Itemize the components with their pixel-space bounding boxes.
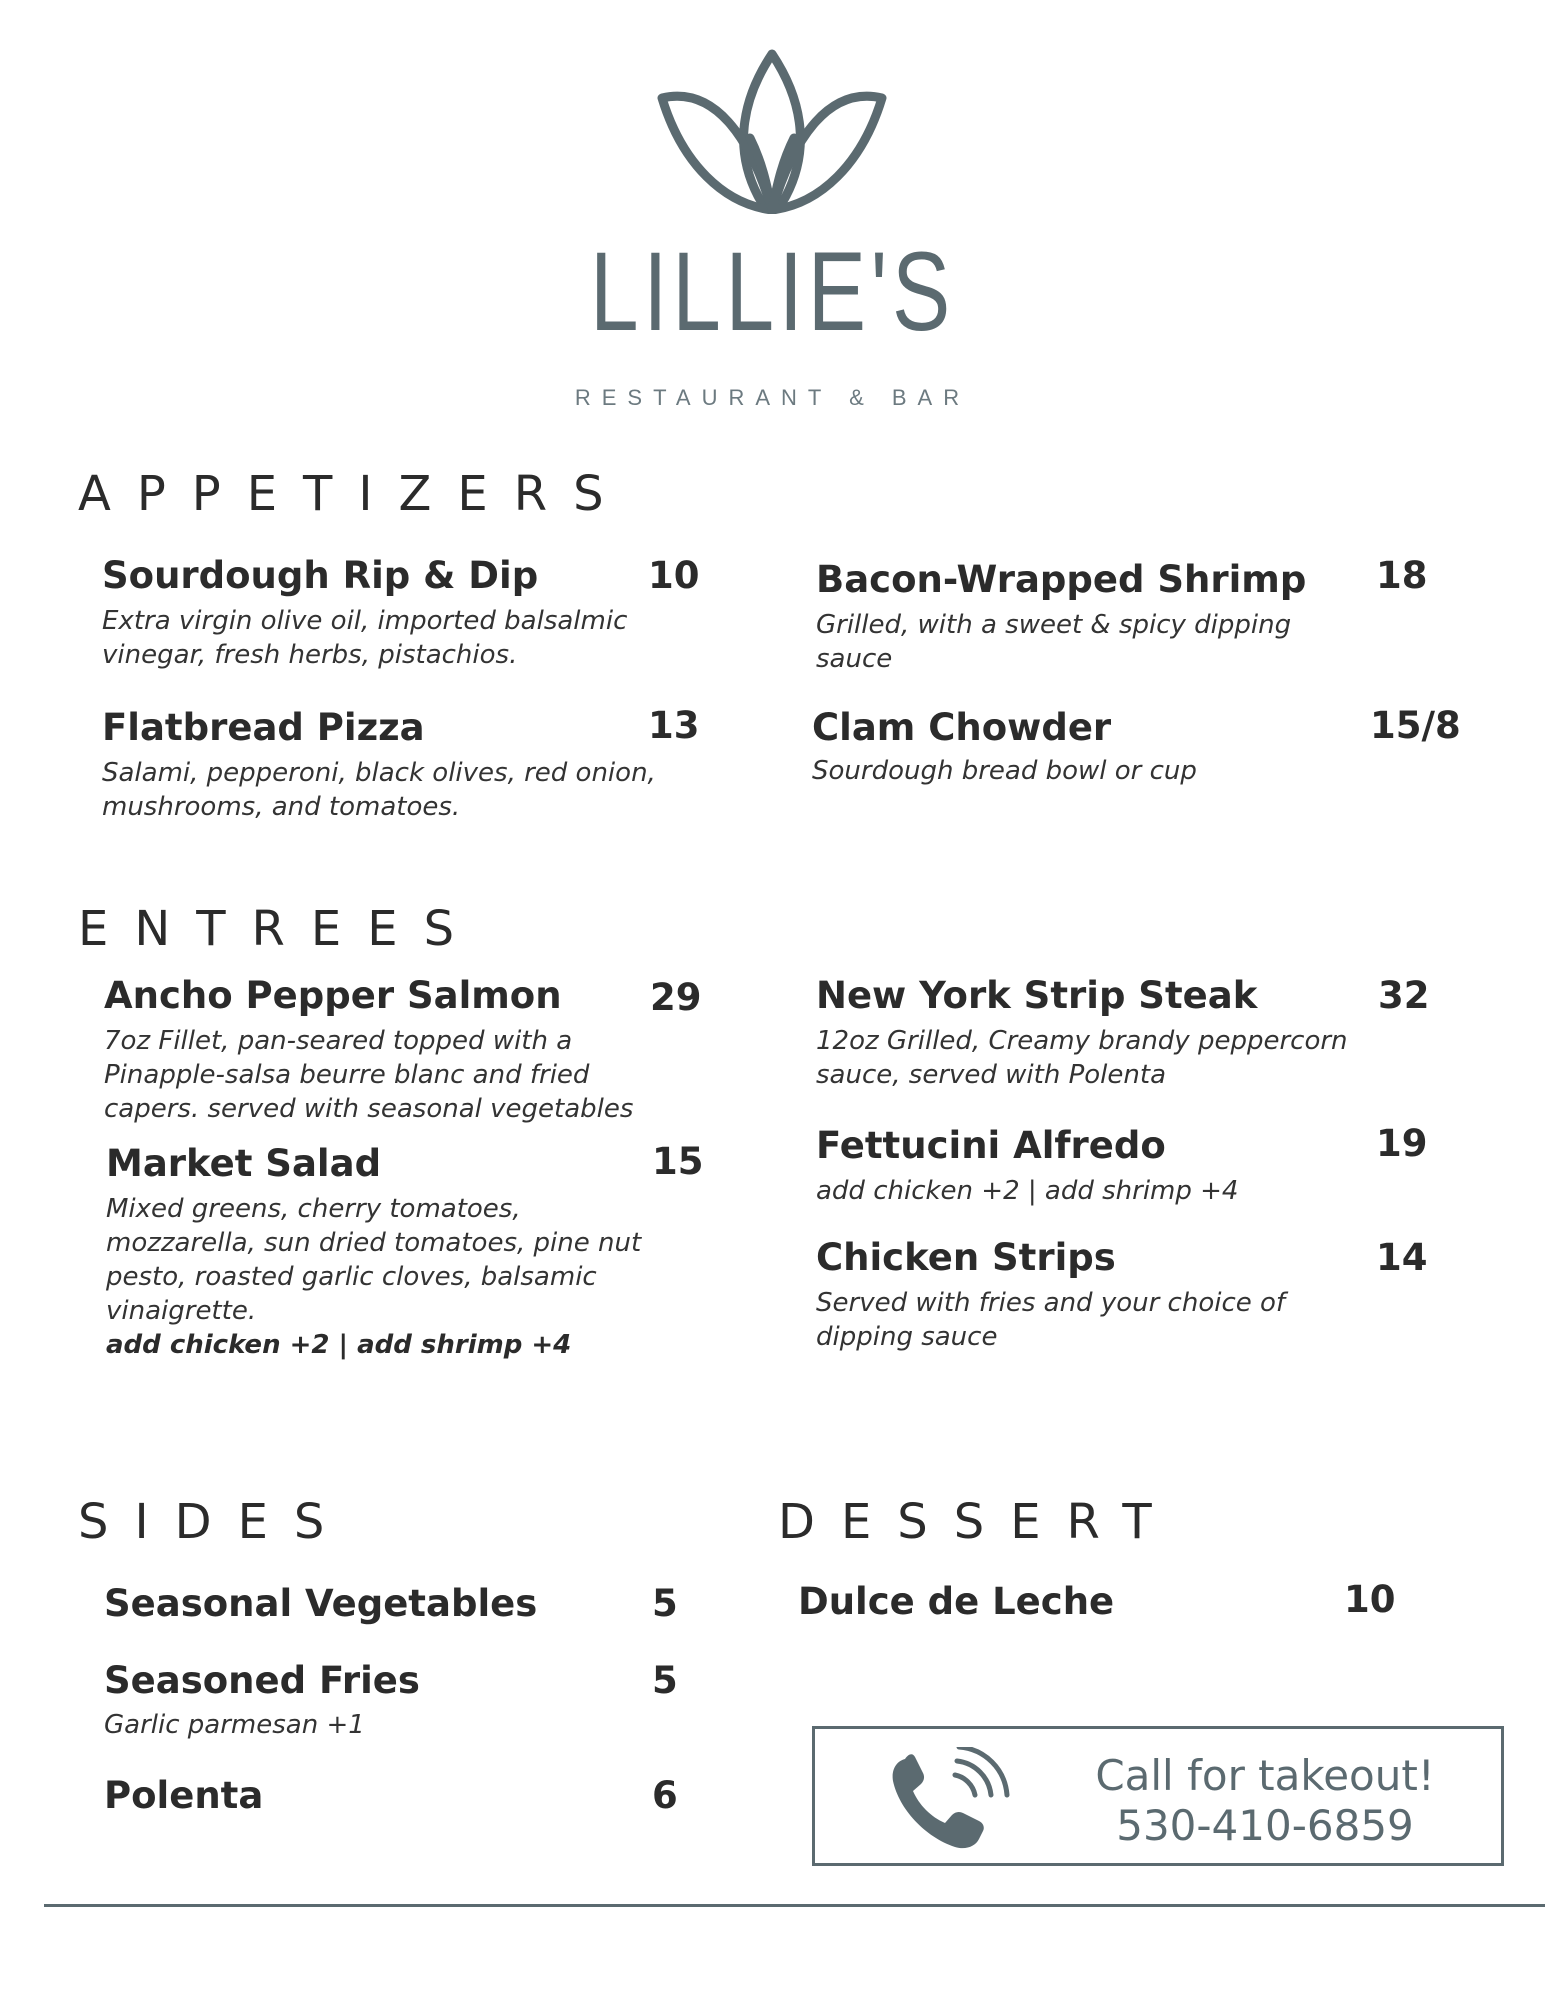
item-description: Extra virgin olive oil, imported balsalmic vinegar, fresh herbs, pistachios.	[102, 606, 628, 670]
item-price: 32	[1378, 974, 1430, 1017]
takeout-callout	[812, 1726, 1504, 1866]
item-description: Sourdough bread bowl or cup	[812, 756, 1197, 786]
item-name: Dulce de Leche	[798, 1580, 1115, 1623]
item-description: Salami, pepperoni, black olives, red onion, mushrooms, and tomatoes.	[102, 758, 656, 822]
item-description: Grilled, with a sweet & spicy dipping sauce	[816, 610, 1292, 674]
item-name: Bacon-Wrapped Shrimp	[816, 558, 1307, 601]
item-description: Mixed greens, cherry tomatoes, mozzarella, sun dried tomatoes, pine nut pesto, roasted garlic cloves, balsamic vinaigrette.	[106, 1194, 642, 1326]
item-description: add chicken +2 | add shrimp +4	[816, 1176, 1239, 1206]
item-price: 29	[650, 976, 702, 1019]
item-name: Market Salad	[106, 1142, 382, 1185]
item-price: 6	[652, 1774, 678, 1817]
footer-divider	[44, 1904, 1545, 1907]
item-price: 5	[652, 1582, 678, 1625]
takeout-text	[1035, 1751, 1495, 1851]
section-title-dessert: DESSERT	[778, 1494, 1178, 1550]
item-price: 15/8	[1370, 704, 1461, 747]
item-price: 15	[652, 1140, 704, 1183]
item-name: Ancho Pepper Salmon	[104, 974, 562, 1017]
item-description: Served with fries and your choice of dipping sauce	[816, 1288, 1286, 1352]
item-addon-note: add chicken +2 | add shrimp +4	[106, 1330, 572, 1360]
item-name: Polenta	[104, 1774, 264, 1817]
item-description: 12oz Grilled, Creamy brandy peppercorn sauce, served with Polenta	[816, 1026, 1348, 1090]
item-price: 18	[1376, 554, 1428, 597]
takeout-label: Call for takeout!	[1095, 1751, 1435, 1800]
item-name: Sourdough Rip & Dip	[102, 554, 539, 597]
item-name: Fettucini Alfredo	[816, 1124, 1166, 1167]
lotus-logo-icon	[654, 46, 890, 214]
brand-name: LILLIE'S	[590, 229, 955, 354]
item-price: 13	[648, 704, 700, 747]
section-title-appetizers: APPETIZERS	[78, 466, 630, 522]
item-name: Clam Chowder	[812, 706, 1112, 749]
phone-icon	[885, 1747, 1015, 1855]
item-name: New York Strip Steak	[816, 974, 1258, 1017]
item-price: 14	[1376, 1236, 1428, 1279]
item-name: Seasonal Vegetables	[104, 1582, 538, 1625]
brand-tagline: RESTAURANT & BAR	[574, 385, 971, 410]
section-title-sides: SIDES	[78, 1494, 351, 1550]
section-title-entrees: ENTREES	[78, 901, 481, 957]
item-price: 5	[652, 1659, 678, 1702]
item-price: 10	[648, 554, 700, 597]
item-name: Flatbread Pizza	[102, 706, 425, 749]
item-price: 19	[1376, 1122, 1428, 1165]
item-description: 7oz Fillet, pan-seared topped with a Pinapple-salsa beurre blanc and fried capers. served with seasonal vegetables	[104, 1026, 634, 1124]
item-description: Garlic parmesan +1	[104, 1710, 365, 1740]
item-name: Seasoned Fries	[104, 1659, 420, 1702]
item-name: Chicken Strips	[816, 1236, 1116, 1279]
item-price: 10	[1344, 1578, 1396, 1621]
takeout-phone-number[interactable]: 530-410-6859	[1116, 1801, 1414, 1850]
